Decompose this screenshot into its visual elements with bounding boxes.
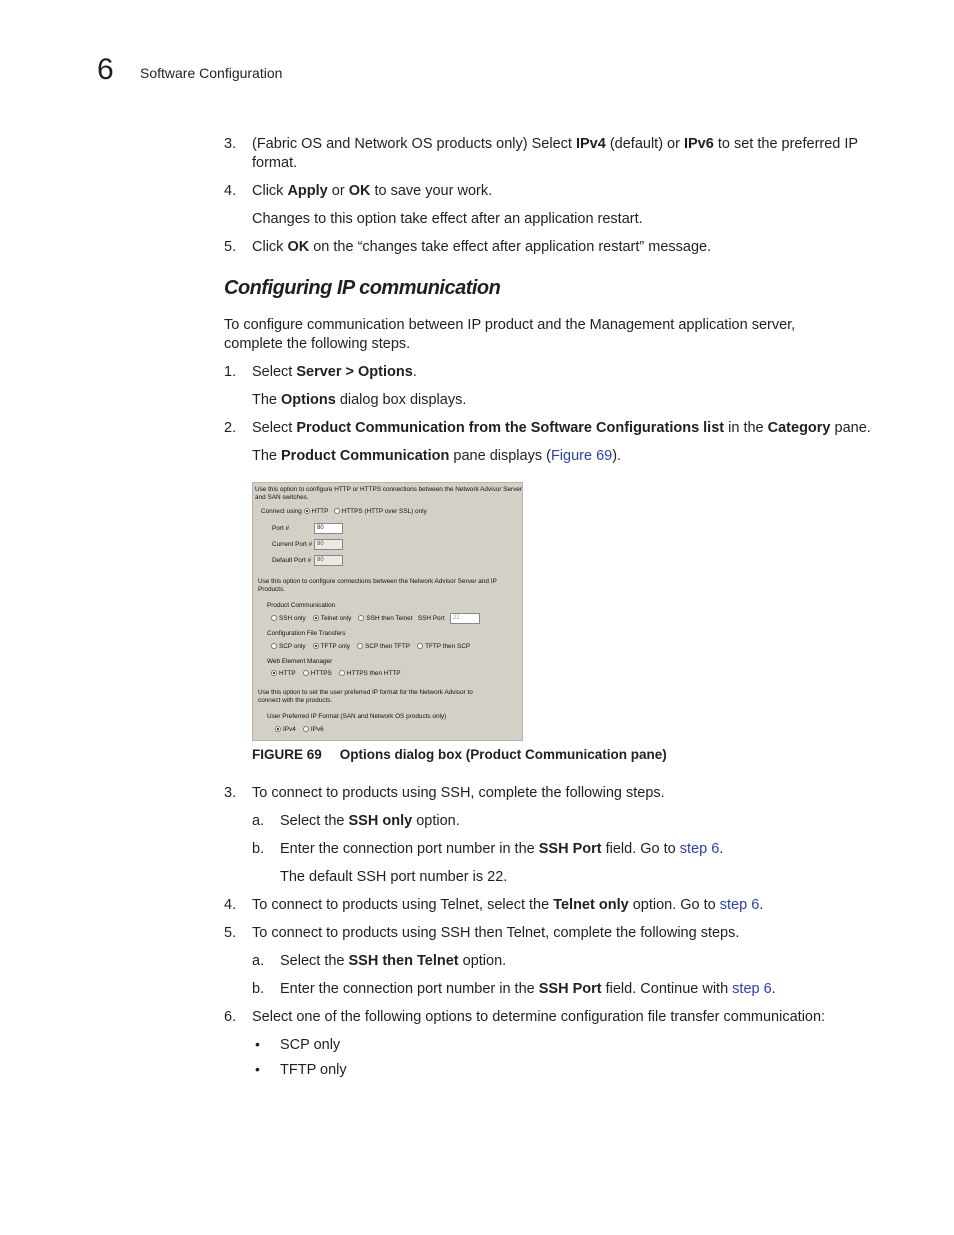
step-2-note: The Product Communication pane displays (Figure 69). [252,448,622,464]
scp-then-tftp-radio[interactable] [357,643,363,649]
section-intro-cont: complete the following steps. [224,336,411,352]
step-5b-text: Enter the connection port number in the SSH Port field. Continue with step 6. [280,981,776,997]
ssh-port-label: SSH Port [417,615,445,622]
step-3a-text: Select the SSH only option. [280,813,460,829]
bullet-item: SCP only [280,1037,341,1053]
description-text: connect with the products. [258,697,333,704]
figure-title: Options dialog box (Product Communication pane) [339,747,667,762]
step-number: 3. [224,136,237,152]
step-number: 6. [224,1009,237,1025]
step-5-text: To connect to products using SSH then Telnet, complete the following steps. [252,925,740,941]
step-5-text: Click OK on the “changes take effect after application restart” message. [252,239,712,255]
chapter-number: 6 [97,53,114,86]
substep-letter: a. [252,953,265,969]
port-label: Port # [272,525,290,532]
wem-http-radio[interactable] [271,670,277,676]
step-6-link[interactable]: step 6 [732,981,772,997]
default-port-field: 80 [314,555,343,566]
bullet-item: TFTP only [280,1062,347,1078]
connect-using-label: Connect using HTTP HTTPS (HTTP over SSL) only [261,508,427,515]
http-radio[interactable] [304,508,310,514]
ipv4-radio[interactable] [275,726,281,732]
step-5a-text: Select the SSH then Telnet option. [280,953,507,969]
current-port-field: 80 [314,539,343,550]
ssh-port-input[interactable]: 22 [450,613,480,624]
default-port-label: Default Port # [272,557,312,564]
step-3b-note: The default SSH port number is 22. [280,869,508,885]
figure-link[interactable]: Figure 69 [550,448,613,464]
wem-https-radio[interactable] [303,670,309,676]
wem-https-then-http-radio[interactable] [339,670,345,676]
product-communication-label: Product Communication [267,602,336,609]
step-4-text: To connect to products using Telnet, select the Telnet only option. Go to step 6. [252,897,764,913]
https-radio[interactable] [334,508,340,514]
step-number: 1. [224,364,237,380]
step-number: 4. [224,897,237,913]
step-1-text: Select Server > Options. [252,364,417,380]
description-text: Use this option to configure HTTP or HTTPS connections between the Network Advisor Server [255,486,522,493]
config-file-transfers-label: Configuration File Transfers [267,630,346,637]
ssh-then-telnet-radio[interactable] [358,615,364,621]
ip-format-label: User Preferred IP Format (SAN and Network OS products only) [267,713,447,720]
description-text: Use this option to configure connections between the Network Advisor Server and IP [258,578,497,585]
step-4-text: Click Apply or OK to save your work. [252,183,493,199]
figure-caption [252,747,667,762]
step-number: 5. [224,239,237,255]
chapter-title: Software Configuration [140,65,283,81]
step-3b-text: Enter the connection port number in the SSH Port field. Go to step 6. [280,841,724,857]
description-text: Products. [258,586,285,593]
step-6-link[interactable]: step 6 [719,897,760,913]
ssh-only-radio[interactable] [271,615,277,621]
step-number: 3. [224,785,237,801]
step-4-note: Changes to this option take effect after an application restart. [252,211,643,227]
step-number: 4. [224,183,237,199]
substep-letter: b. [252,841,265,857]
bullet-icon: • [255,1061,260,1077]
port-input[interactable]: 80 [314,523,343,534]
substep-letter: a. [252,813,265,829]
section-intro: To configure communication between IP product and the Management application server, [224,317,796,333]
tftp-then-scp-radio[interactable] [417,643,423,649]
telnet-only-radio[interactable] [313,615,319,621]
bullet-icon: • [255,1036,260,1052]
current-port-label: Current Port # [272,541,313,548]
tftp-only-radio[interactable] [313,643,319,649]
step-2-text: Select Product Communication from the Software Configurations list in the Category pane. [252,420,871,436]
config-file-transfer-options: SCP only TFTP only SCP then TFTP TFTP then SCP [271,643,470,651]
step-6-link[interactable]: step 6 [679,841,720,857]
ip-format-options: IPv4 IPv6 [275,726,324,734]
figure-label: FIGURE 69 [252,747,322,762]
step-3-text: To connect to products using SSH, complete the following steps. [252,785,665,801]
web-element-manager-label: Web Element Manager [267,658,333,665]
step-3-text: (Fabric OS and Network OS products only) Select IPv4 (default) or IPv6 to set the preferred IP [252,136,859,152]
description-text: Use this option to set the user preferred IP format for the Network Advisor to [258,689,473,696]
scp-only-radio[interactable] [271,643,277,649]
step-3-text-cont: format. [252,155,298,171]
step-number: 5. [224,925,237,941]
substep-letter: b. [252,981,265,997]
web-element-manager-options: HTTP HTTPS HTTPS then HTTP [271,670,400,678]
description-text: and SAN switches. [255,494,309,501]
product-communication-options: SSH only Telnet only SSH then Telnet SSH Port [271,615,444,623]
step-1-note: The Options dialog box displays. [252,392,467,408]
step-number: 2. [224,420,237,436]
section-heading: Configuring IP communication [224,277,501,299]
step-6-text: Select one of the following options to determine configuration file transfer communication: [252,1009,826,1025]
ipv6-radio[interactable] [303,726,309,732]
options-dialog-figure [252,482,523,741]
